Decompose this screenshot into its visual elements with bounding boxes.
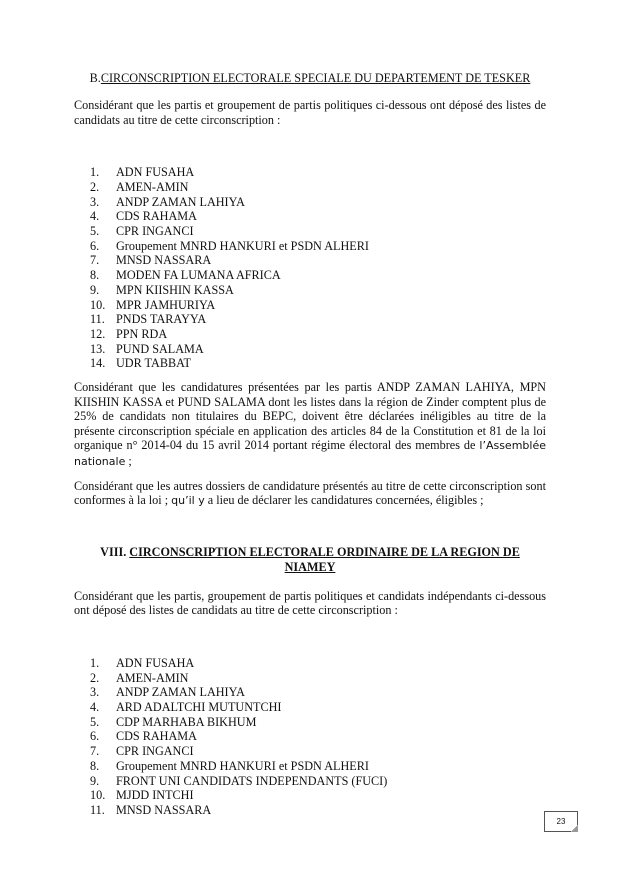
- list-item: 1. ADN FUSAHA: [90, 655, 195, 670]
- list-item: 13. PUND SALAMA: [90, 341, 204, 356]
- eligibility-paragraph: Considérant que les autres dossiers de candidature présentés au titre de cette circonscription sont conformes à la loi ; qu’il y a lieu de déclarer les candidatures concernées, éligibles ;: [74, 478, 546, 508]
- list-item: 14. UDR TABBAT: [90, 356, 191, 371]
- section-viii-heading: [74, 545, 546, 575]
- list-item: 7. MNSD NASSARA: [90, 253, 212, 268]
- list-item: 2. AMEN-AMIN: [90, 670, 189, 685]
- list-item: 6. Groupement MNRD HANKURI et PSDN ALHERI: [90, 238, 369, 253]
- section-b-prefix: B.: [89, 71, 101, 85]
- page-number: 23: [544, 811, 578, 832]
- list-item: 2. AMEN-AMIN: [90, 179, 189, 194]
- section-viii-prefix: VIII.: [100, 544, 130, 559]
- list-item: 10. MPR JAMHURIYA: [90, 297, 216, 312]
- list-item: 6. CDS RAHAMA: [90, 729, 197, 744]
- list-item: 11. PNDS TARAYYA: [90, 312, 207, 327]
- list-item: 3. ANDP ZAMAN LAHIYA: [90, 194, 245, 209]
- section-b-party-list: [74, 165, 546, 371]
- list-item: 9. MPN KIISHIN KASSA: [90, 282, 234, 297]
- list-item: 8. MODEN FA LUMANA AFRICA: [90, 268, 281, 283]
- section-viii-party-list: [74, 656, 546, 818]
- section-b-intro: Considérant que les partis et groupement de partis politiques ci-dessous ont déposé des listes de candidats au titre de cette circonscription :: [74, 98, 546, 127]
- section-viii-intro: Considérant que les partis, groupement de partis politiques et candidats indépendants ci-dessous ont déposé des listes de candidats au titre de cette circonscription :: [74, 588, 546, 618]
- list-item: 10. MJDD INTCHI: [90, 788, 194, 803]
- section-b-heading: [74, 70, 546, 86]
- list-item: 4. CDS RAHAMA: [90, 209, 197, 224]
- section-viii-title: CIRCONSCRIPTION ELECTORALE ORDINAIRE DE LA REGION DE NIAMEY: [129, 544, 520, 574]
- ineligibility-paragraph: Considérant que les candidatures présentées par les partis ANDP ZAMAN LAHIYA, MPN KIISHIN KASSA et PUND SALAMA dont les listes dans la région de Zinder comptent plus de 25% de candidats non titulaires du BEPC, doivent être déclarées inéligibles au titre de la présente circonscription spéciale en application des articles 84 de la Constitution et 81 de la loi organique n° 2014-04 du 15 avril 2014 portant régime électoral des membres de l’Assemblée nationale ;: [74, 380, 546, 468]
- list-item: 1. ADN FUSAHA: [90, 165, 195, 180]
- list-item: 11. MNSD NASSARA: [90, 803, 212, 817]
- list-item: 3. ANDP ZAMAN LAHIYA: [90, 685, 245, 700]
- list-item: 9. FRONT UNI CANDIDATS INDEPENDANTS (FUCI): [90, 773, 388, 788]
- document-page: [74, 70, 546, 818]
- list-item: 7. CPR INGANCI: [90, 744, 194, 759]
- list-item: 5. CPR INGANCI: [90, 224, 194, 238]
- section-b-title: CIRCONSCRIPTION ELECTORALE SPECIALE DU DEPARTEMENT DE TESKER: [100, 71, 531, 85]
- list-item: 5. CDP MARHABA BIKHUM: [90, 714, 257, 729]
- list-item: 8. Groupement MNRD HANKURI et PSDN ALHERI: [90, 758, 369, 773]
- list-item: 12. PPN RDA: [90, 326, 168, 341]
- list-item: 4. ARD ADALTCHI MUTUNTCHI: [90, 700, 282, 715]
